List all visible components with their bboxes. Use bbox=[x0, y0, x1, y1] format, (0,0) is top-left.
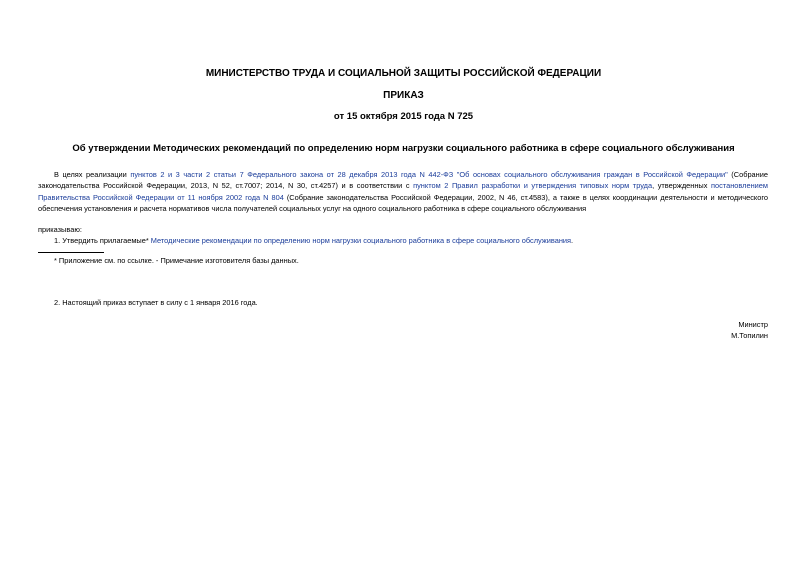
footnote-divider bbox=[38, 252, 104, 253]
item-1 bbox=[54, 236, 573, 245]
law-442-fz-link[interactable]: пунктов 2 и 3 части 2 статьи 7 Федерального закона от 28 декабря 2013 года N 442-ФЗ "Об основах социального обслуживания граждан в Российской Федерации" bbox=[130, 170, 728, 179]
item-2: 2. Настоящий приказ вступает в силу с 1 января 2016 года. bbox=[54, 298, 258, 307]
preamble-text-2: (Собрание законодательства Российской Федерации, 2013, N 52, ст.7007; 2014, N 30, ст.4257) и в соответствии с bbox=[38, 170, 768, 191]
document-type: ПРИКАЗ bbox=[383, 90, 424, 101]
order-word: приказываю: bbox=[38, 225, 82, 234]
signature-name: М.Топилин bbox=[731, 331, 768, 340]
methodical-recommendations-link[interactable]: Методические рекомендации по определению норм нагрузки социального работника в сфере социального обслуживания bbox=[150, 236, 572, 245]
item-1-suffix: . bbox=[571, 236, 574, 245]
government-decree-link[interactable]: постановлением Правительства Российской Федерации от 11 ноября 2002 года N 804 bbox=[38, 181, 768, 202]
document-subject: Об утверждении Методических рекомендаций по определению норм нагрузки социального работника в сфере социального обслуживания bbox=[72, 143, 735, 154]
item-1-prefix: 1. Утвердить прилагаемые* bbox=[54, 236, 151, 245]
rules-norms-link[interactable]: пунктом 2 Правил разработки и утверждения типовых норм труда bbox=[413, 181, 653, 191]
footnote: * Приложение см. по ссылке. - Примечание изготовителя базы данных. bbox=[54, 256, 299, 265]
date-number: от 15 октября 2015 года N 725 bbox=[333, 111, 474, 122]
preamble-text-3: , утвержденных bbox=[652, 181, 711, 191]
ministry-heading: МИНИСТЕРСТВО ТРУДА И СОЦИАЛЬНОЙ ЗАЩИТЫ РОССИЙСКОЙ ФЕДЕРАЦИИ bbox=[205, 68, 602, 79]
signature-title: Министр bbox=[738, 320, 768, 329]
preamble-paragraph bbox=[38, 169, 768, 214]
preamble-text-4: (Собрание законодательства Российской Федерации, 2002, N 46, ст.4583), а также в целях координации деятельности и методического обеспечения установления и расчета нормативов числа получателей социальных услуг на одного социального работника в сфере социального обслуживания bbox=[38, 192, 768, 213]
preamble-text-1: В целях реализации bbox=[54, 170, 131, 179]
